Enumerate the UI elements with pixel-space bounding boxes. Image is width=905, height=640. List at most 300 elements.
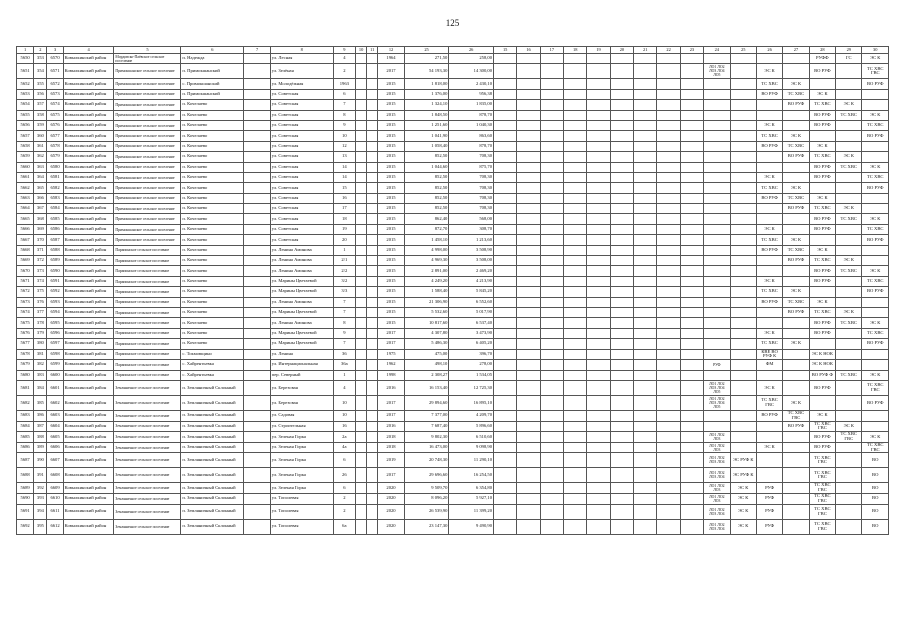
- table-cell: [367, 519, 378, 534]
- table-cell: [356, 266, 367, 276]
- table-cell: [756, 421, 782, 432]
- table-cell: [634, 224, 657, 234]
- table-cell: [367, 79, 378, 89]
- table-cell: [540, 468, 563, 483]
- table-cell: [783, 328, 809, 338]
- table-cell: ЭС К: [862, 266, 889, 276]
- table-cell: Земляничное сельское поселение: [114, 421, 181, 432]
- table-cell: [610, 410, 633, 421]
- table-cell: [610, 504, 633, 519]
- table-cell: ВО РУФ: [756, 297, 782, 307]
- table-cell: Примокшанское сельское поселение: [114, 131, 181, 141]
- table-cell: 359: [34, 120, 47, 130]
- table-cell: [244, 287, 270, 297]
- table-cell: [494, 256, 517, 266]
- table-cell: 5674: [17, 307, 34, 317]
- table-cell: [587, 245, 610, 255]
- table-cell: [494, 162, 517, 172]
- table-cell: 6 405,20: [449, 339, 494, 349]
- table-cell: 391: [34, 468, 47, 483]
- table-cell: 12 725,30: [449, 380, 494, 395]
- table-cell: [244, 162, 270, 172]
- table-cell: 1 848,50: [404, 110, 449, 120]
- table-cell: 1 044,60: [404, 162, 449, 172]
- table-cell: ЭС К: [756, 172, 782, 182]
- table-cell: [610, 276, 633, 286]
- table-cell: 18: [333, 214, 355, 224]
- table-cell: [680, 224, 703, 234]
- table-cell: [587, 442, 610, 453]
- table-cell: [494, 349, 517, 360]
- column-number: 8: [270, 47, 333, 54]
- table-cell: [634, 183, 657, 193]
- table-cell: 23 147,30: [404, 519, 449, 534]
- table-cell: п. Кочелаево: [181, 318, 244, 328]
- table-cell: [657, 339, 680, 349]
- table-cell: [610, 235, 633, 245]
- table-cell: 2018: [378, 432, 404, 443]
- table-cell: 852,50: [404, 152, 449, 162]
- table-cell: [517, 504, 540, 519]
- table-cell: [680, 172, 703, 182]
- table-cell: [356, 339, 367, 349]
- table-cell: [244, 193, 270, 203]
- table-cell: ул. Ленина Аминова: [270, 318, 333, 328]
- table-cell: [730, 245, 756, 255]
- table-cell: [244, 266, 270, 276]
- table-cell: [657, 432, 680, 443]
- table-cell: [564, 380, 587, 395]
- table-cell: [704, 141, 730, 151]
- table-row: [17, 410, 889, 421]
- table-cell: ТС ХВС ГВС: [756, 395, 782, 410]
- table-cell: [564, 131, 587, 141]
- table-cell: 5667: [17, 235, 34, 245]
- table-cell: [587, 395, 610, 410]
- table-cell: [634, 494, 657, 505]
- table-cell: 258,00: [449, 54, 494, 64]
- table-cell: п. Кочелаево: [181, 214, 244, 224]
- table-cell: [540, 360, 563, 370]
- table-cell: [680, 89, 703, 99]
- table-cell: ТС ХВС: [836, 110, 862, 120]
- table-cell: [367, 276, 378, 286]
- table-cell: ТС ХВС: [809, 307, 835, 317]
- table-cell: [657, 370, 680, 380]
- table-cell: [836, 224, 862, 234]
- table-cell: [680, 421, 703, 432]
- table-cell: 5654: [17, 100, 34, 110]
- table-cell: [517, 318, 540, 328]
- table-cell: [367, 64, 378, 79]
- table-cell: [680, 395, 703, 410]
- table-cell: [367, 204, 378, 214]
- table-cell: ТС ХВС: [862, 276, 889, 286]
- table-cell: ЭС К: [783, 79, 809, 89]
- table-cell: [244, 131, 270, 141]
- table-cell: [704, 89, 730, 99]
- table-cell: [587, 120, 610, 130]
- table-cell: [587, 54, 610, 64]
- table-cell: 2015: [378, 318, 404, 328]
- table-cell: [809, 339, 835, 349]
- table-cell: [540, 100, 563, 110]
- table-cell: [610, 193, 633, 203]
- table-cell: ул. Советская: [270, 162, 333, 172]
- table-cell: ЭС К: [809, 410, 835, 421]
- table-cell: [540, 245, 563, 255]
- table-cell: 379: [34, 328, 47, 338]
- table-cell: [634, 235, 657, 245]
- table-cell: [356, 468, 367, 483]
- table-cell: 2017: [378, 468, 404, 483]
- table-cell: [730, 204, 756, 214]
- column-number: 4: [63, 47, 114, 54]
- table-cell: [564, 89, 587, 99]
- table-cell: п. Кочелаево: [181, 256, 244, 266]
- table-cell: Ковылкинский район: [63, 172, 114, 182]
- table-cell: 6596: [47, 328, 63, 338]
- table-cell: 475,00: [404, 349, 449, 360]
- table-cell: ВО РУФ: [756, 193, 782, 203]
- table-cell: ул. Марины Цветаевой: [270, 307, 333, 317]
- table-cell: 4а: [333, 442, 355, 453]
- table-cell: ЛО1 ЛО2 ЛО3 ЛО4 ЛО5: [704, 380, 730, 395]
- table-cell: [564, 360, 587, 370]
- table-cell: КВЕ ВО РУФ К: [756, 349, 782, 360]
- table-cell: [657, 453, 680, 468]
- table-cell: ВО РУФ: [783, 421, 809, 432]
- table-cell: [367, 54, 378, 64]
- table-row: [17, 421, 889, 432]
- table-cell: 1975: [378, 349, 404, 360]
- table-cell: Примокшанское сельское поселение: [114, 235, 181, 245]
- table-cell: [244, 504, 270, 519]
- column-number: 1: [17, 47, 34, 54]
- table-cell: [367, 360, 378, 370]
- table-cell: [657, 54, 680, 64]
- table-cell: 21 306,90: [404, 297, 449, 307]
- table-cell: ВО РУФ: [862, 339, 889, 349]
- table-cell: 2015: [378, 100, 404, 110]
- table-cell: 2015: [378, 256, 404, 266]
- table-cell: 8 096,20: [404, 494, 449, 505]
- table-cell: [587, 204, 610, 214]
- table-cell: [494, 276, 517, 286]
- table-cell: 11 290,10: [449, 453, 494, 468]
- table-cell: ВО: [862, 519, 889, 534]
- table-cell: [517, 395, 540, 410]
- table-cell: ВО РУФ: [809, 442, 835, 453]
- table-cell: [783, 504, 809, 519]
- table-cell: [657, 141, 680, 151]
- table-cell: [564, 494, 587, 505]
- table-cell: [610, 172, 633, 182]
- table-cell: [634, 318, 657, 328]
- table-cell: [836, 519, 862, 534]
- table-cell: ВО РУФ: [809, 276, 835, 286]
- table-cell: [356, 89, 367, 99]
- table-cell: [517, 193, 540, 203]
- table-cell: [494, 504, 517, 519]
- table-cell: [356, 370, 367, 380]
- table-cell: [244, 245, 270, 255]
- table-cell: [756, 110, 782, 120]
- table-cell: 5 927,10: [449, 494, 494, 505]
- table-cell: [367, 266, 378, 276]
- table-cell: [836, 245, 862, 255]
- table-cell: [540, 380, 563, 395]
- table-cell: [634, 395, 657, 410]
- table-cell: 368: [34, 214, 47, 224]
- table-cell: ул. Ленина Аминова: [270, 297, 333, 307]
- table-cell: РУФ: [704, 360, 730, 370]
- table-cell: [836, 453, 862, 468]
- table-cell: Ковылкинский район: [63, 328, 114, 338]
- table-cell: п. Надежда: [181, 54, 244, 64]
- table-cell: [704, 235, 730, 245]
- table-cell: [244, 442, 270, 453]
- table-cell: [367, 297, 378, 307]
- table-cell: [517, 349, 540, 360]
- table-cell: Примокшанское сельское поселение: [114, 89, 181, 99]
- table-cell: с. Примокшанский: [181, 79, 244, 89]
- table-row: [17, 494, 889, 505]
- table-cell: [610, 483, 633, 494]
- table-cell: 5664: [17, 204, 34, 214]
- table-cell: [356, 504, 367, 519]
- table-cell: [836, 380, 862, 395]
- table-cell: [680, 193, 703, 203]
- table-cell: [540, 120, 563, 130]
- table-cell: п. Земляничный Склонный: [181, 380, 244, 395]
- table-cell: [704, 339, 730, 349]
- column-number: 16: [517, 47, 540, 54]
- table-cell: ЭС РУФ К: [730, 453, 756, 468]
- table-cell: ТС ХВС: [783, 141, 809, 151]
- table-cell: 271,50: [404, 54, 449, 64]
- table-cell: 5680: [17, 370, 34, 380]
- table-cell: [564, 468, 587, 483]
- table-cell: ТС ХВС ГВС: [809, 468, 835, 483]
- table-cell: [783, 380, 809, 395]
- table-cell: ЭС К: [836, 152, 862, 162]
- table-cell: [587, 131, 610, 141]
- table-cell: [783, 318, 809, 328]
- table-cell: ТС ХВС ГВС: [809, 494, 835, 505]
- table-cell: 20: [333, 235, 355, 245]
- table-cell: Примокшанское сельское поселение: [114, 152, 181, 162]
- table-cell: [564, 349, 587, 360]
- table-cell: 6579: [47, 152, 63, 162]
- table-cell: 6577: [47, 131, 63, 141]
- table-cell: [657, 442, 680, 453]
- table-cell: [244, 235, 270, 245]
- table-cell: [517, 442, 540, 453]
- table-cell: 2015: [378, 287, 404, 297]
- table-cell: [610, 318, 633, 328]
- table-cell: 2019: [378, 453, 404, 468]
- table-cell: ТС ХВС: [756, 183, 782, 193]
- table-cell: [356, 183, 367, 193]
- table-row: [17, 442, 889, 453]
- table-cell: 5676: [17, 328, 34, 338]
- table-cell: 1: [333, 245, 355, 255]
- table-cell: [730, 297, 756, 307]
- table-cell: [367, 89, 378, 99]
- table-cell: [610, 519, 633, 534]
- table-cell: [704, 54, 730, 64]
- table-cell: ул. Марины Цветаевой: [270, 287, 333, 297]
- table-cell: [356, 79, 367, 89]
- table-cell: ЭС К: [783, 131, 809, 141]
- table-cell: [356, 100, 367, 110]
- table-cell: [540, 266, 563, 276]
- table-cell: Земляничное сельское поселение: [114, 494, 181, 505]
- table-cell: ЭС К: [783, 287, 809, 297]
- table-cell: [704, 131, 730, 141]
- table-cell: Парапинское сельское поселение: [114, 328, 181, 338]
- table-cell: 5683: [17, 410, 34, 421]
- table-cell: [244, 468, 270, 483]
- table-cell: ТС ХВС ГВС: [809, 519, 835, 534]
- table-cell: 361: [34, 141, 47, 151]
- table-cell: 4 969,30: [404, 256, 449, 266]
- table-cell: [680, 79, 703, 89]
- table-cell: [587, 504, 610, 519]
- table-cell: [540, 504, 563, 519]
- table-cell: ул. Березовая: [270, 395, 333, 410]
- table-cell: 2020: [378, 494, 404, 505]
- table-cell: 2016: [378, 380, 404, 395]
- table-cell: [836, 468, 862, 483]
- table-cell: [517, 224, 540, 234]
- table-cell: 1964: [378, 54, 404, 64]
- table-cell: 6589: [47, 256, 63, 266]
- table-row: [17, 519, 889, 534]
- table-cell: ул. Марины Цветаевой: [270, 328, 333, 338]
- table-cell: [494, 131, 517, 141]
- table-cell: ул. Советская: [270, 131, 333, 141]
- table-cell: [494, 245, 517, 255]
- table-cell: Парапинское сельское поселение: [114, 276, 181, 286]
- table-cell: 6575: [47, 110, 63, 120]
- table-cell: 1 324,10: [404, 100, 449, 110]
- table-cell: Ковылкинский район: [63, 349, 114, 360]
- table-cell: ул. Советская: [270, 100, 333, 110]
- table-cell: [564, 110, 587, 120]
- table-cell: [657, 504, 680, 519]
- table-cell: [836, 297, 862, 307]
- table-cell: ВО РУФ: [756, 245, 782, 255]
- table-cell: ТС ХВС: [756, 235, 782, 245]
- table-cell: [634, 307, 657, 317]
- table-cell: [657, 276, 680, 286]
- table-cell: ЭС К: [756, 380, 782, 395]
- table-cell: [680, 339, 703, 349]
- table-cell: [540, 141, 563, 151]
- table-cell: 3 508,00: [449, 256, 494, 266]
- table-cell: [517, 468, 540, 483]
- table-cell: 568,00: [449, 214, 494, 224]
- table-cell: [244, 64, 270, 79]
- table-cell: [356, 162, 367, 172]
- table-cell: [634, 380, 657, 395]
- column-number: 25: [730, 47, 756, 54]
- table-cell: Земляничное сельское поселение: [114, 519, 181, 534]
- table-cell: [862, 152, 889, 162]
- table-cell: [756, 318, 782, 328]
- table-cell: Примокшанское сельское поселение: [114, 64, 181, 79]
- table-cell: Ковылкинский район: [63, 307, 114, 317]
- table-cell: [244, 256, 270, 266]
- table-cell: [730, 370, 756, 380]
- table-cell: 2015: [378, 224, 404, 234]
- table-cell: [836, 410, 862, 421]
- table-cell: [517, 54, 540, 64]
- table-cell: [730, 152, 756, 162]
- table-cell: [244, 141, 270, 151]
- table-cell: п. Земляничный Склонный: [181, 453, 244, 468]
- table-cell: 5687: [17, 453, 34, 468]
- table-cell: [367, 318, 378, 328]
- table-cell: [610, 307, 633, 317]
- table-cell: 6578: [47, 141, 63, 151]
- table-cell: 6595: [47, 318, 63, 328]
- table-cell: [367, 468, 378, 483]
- table-cell: ЛО1 ЛО2 ЛО3: [704, 432, 730, 443]
- table-cell: ВО РУФ: [809, 432, 835, 443]
- table-cell: Ковылкинский район: [63, 214, 114, 224]
- table-cell: 6599: [47, 360, 63, 370]
- table-cell: [367, 328, 378, 338]
- table-cell: [657, 214, 680, 224]
- table-cell: [540, 224, 563, 234]
- table-cell: [356, 453, 367, 468]
- table-cell: [244, 494, 270, 505]
- table-cell: [356, 172, 367, 182]
- table-cell: [356, 410, 367, 421]
- table-cell: [756, 152, 782, 162]
- table-cell: [540, 318, 563, 328]
- table-cell: ВО РУФ: [809, 120, 835, 130]
- table-cell: п. Кочелаево: [181, 152, 244, 162]
- table-cell: [367, 162, 378, 172]
- table-cell: п. Кочелаево: [181, 224, 244, 234]
- table-cell: [657, 79, 680, 89]
- table-row: [17, 152, 889, 162]
- table-cell: 2 430,10: [449, 79, 494, 89]
- table-cell: [356, 235, 367, 245]
- table-cell: 5679: [17, 360, 34, 370]
- table-cell: 6582: [47, 183, 63, 193]
- table-cell: Ковылкинский район: [63, 204, 114, 214]
- table-cell: [587, 235, 610, 245]
- table-cell: [244, 297, 270, 307]
- table-cell: [540, 214, 563, 224]
- table-cell: [356, 395, 367, 410]
- table-cell: ВО РУФ: [862, 395, 889, 410]
- table-cell: [634, 193, 657, 203]
- table-cell: ТС ХВС: [756, 287, 782, 297]
- table-cell: 380: [34, 339, 47, 349]
- table-cell: [356, 141, 367, 151]
- table-cell: [680, 504, 703, 519]
- table-cell: [587, 100, 610, 110]
- table-cell: [783, 54, 809, 64]
- table-cell: 1 058,40: [404, 141, 449, 151]
- table-cell: 2: [333, 504, 355, 519]
